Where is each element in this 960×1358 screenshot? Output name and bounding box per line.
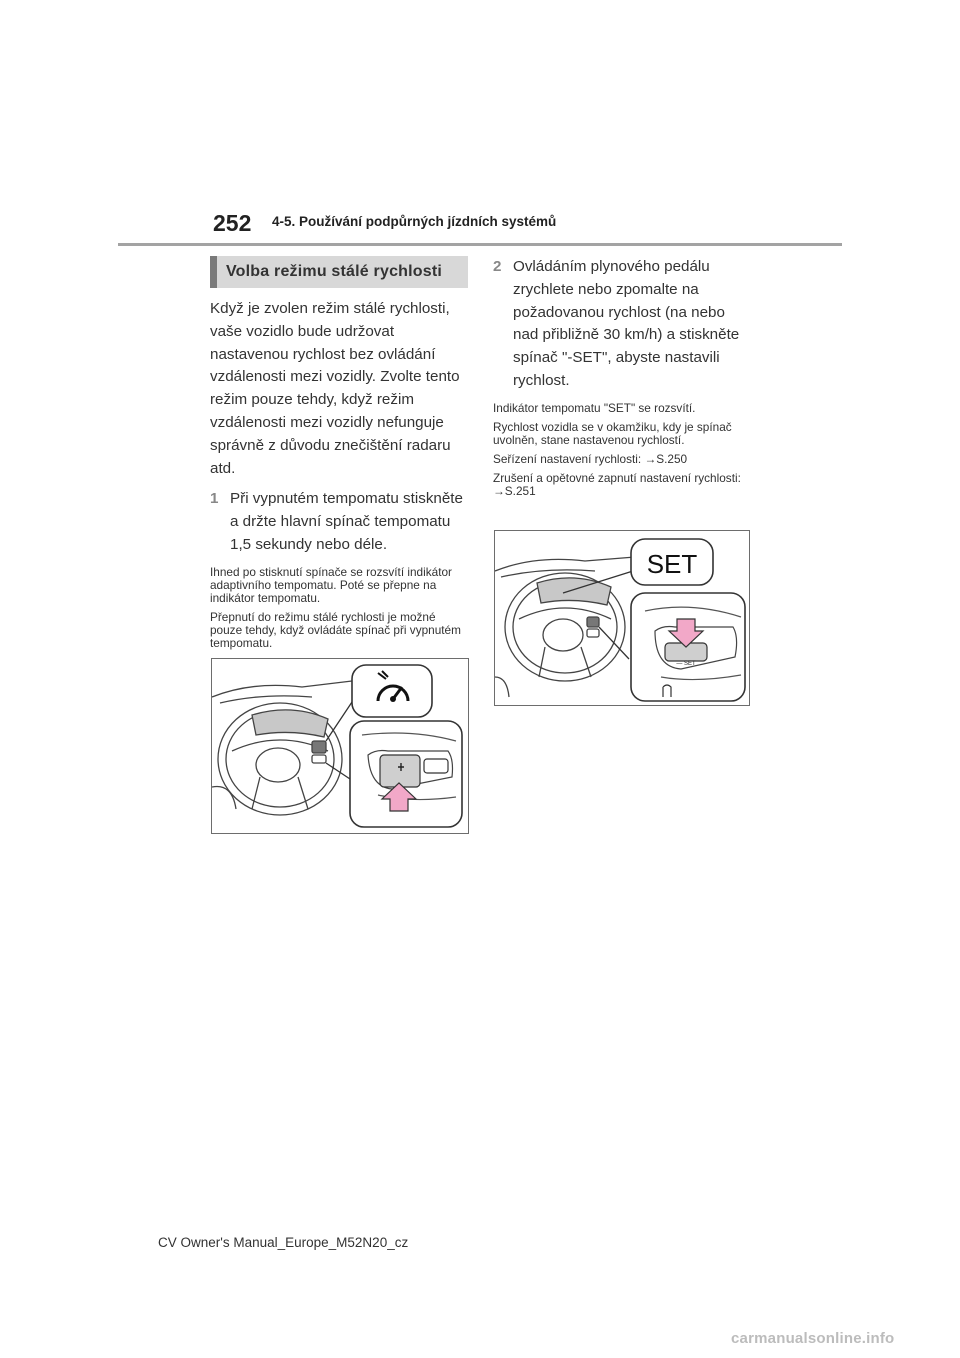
step-number: 1 xyxy=(210,490,219,508)
note-set-indicator: Indikátor tempomatu "SET" se rozsvítí. xyxy=(493,400,696,415)
speedometer-icon xyxy=(352,665,432,717)
switch-set-label: — SET xyxy=(676,661,696,667)
illustration-main-switch xyxy=(211,658,469,834)
left-column xyxy=(210,256,468,650)
right-column xyxy=(493,256,751,498)
step-1 xyxy=(210,488,468,556)
note-cancel-ref: Zrušení a opětovné zapnutí nastavení rychlosti: →S.251 xyxy=(493,470,741,498)
step-text: Ovládáním plynového pedálu zrychlete nebo zpomalte na požadovanou rychlost (na nebo nad přibližně 30 km/h) a stiskněte spínač "-SET", abyste nastavili rychlost. xyxy=(513,258,740,389)
watermark: carmanualsonline.info xyxy=(731,1330,895,1347)
switch-closeup xyxy=(350,721,462,827)
step-2 xyxy=(493,256,751,393)
note-mode-switch: Přepnutí do režimu stálé rychlosti je možné pouze tehdy, když ovládáte spínač při vypnutém tempomatu. xyxy=(210,609,461,650)
step-number: 2 xyxy=(493,258,502,275)
intro-paragraph: Když je zvolen režim stálé rychlosti, vaše vozidlo bude udržovat nastavenou rychlost bez ovládání vzdálenosti mezi vozidly. Zvolte tento režim pouze tehdy, když režim vzdálenosti mezi vozidly nefunguje správně z důvodu znečištění radaru atd. xyxy=(210,300,460,477)
switch-closeup xyxy=(631,593,745,701)
set-callout-label: SET xyxy=(646,549,698,579)
illustration-set-switch xyxy=(494,530,750,706)
section-title: 4-5. Používání podpůrných jízdních systémů xyxy=(272,214,557,229)
note-set-speed: Rychlost vozidla se v okamžiku, kdy je spínač uvolněn, stane nastavenou rychlostí. xyxy=(493,419,732,447)
subsection-heading: Volba režimu stálé rychlosti xyxy=(210,256,468,288)
page-header xyxy=(0,0,960,250)
footer-manual-id: CV Owner's Manual_Europe_M52N20_cz xyxy=(158,1235,409,1250)
page-number: 252 xyxy=(213,210,252,236)
note-indicator: Ihned po stisknutí spínače se rozsvítí indikátor adaptivního tempomatu. Poté se přepne na indikátor tempomatu. xyxy=(210,564,452,605)
step-text: Při vypnutém tempomatu stiskněte a držte hlavní spínač tempomatu 1,5 sekundy nebo déle. xyxy=(230,490,463,553)
note-adjust-ref: Seřízení nastavení rychlosti: →S.250 xyxy=(493,451,688,466)
set-callout xyxy=(631,539,713,585)
header-rule xyxy=(118,243,842,246)
